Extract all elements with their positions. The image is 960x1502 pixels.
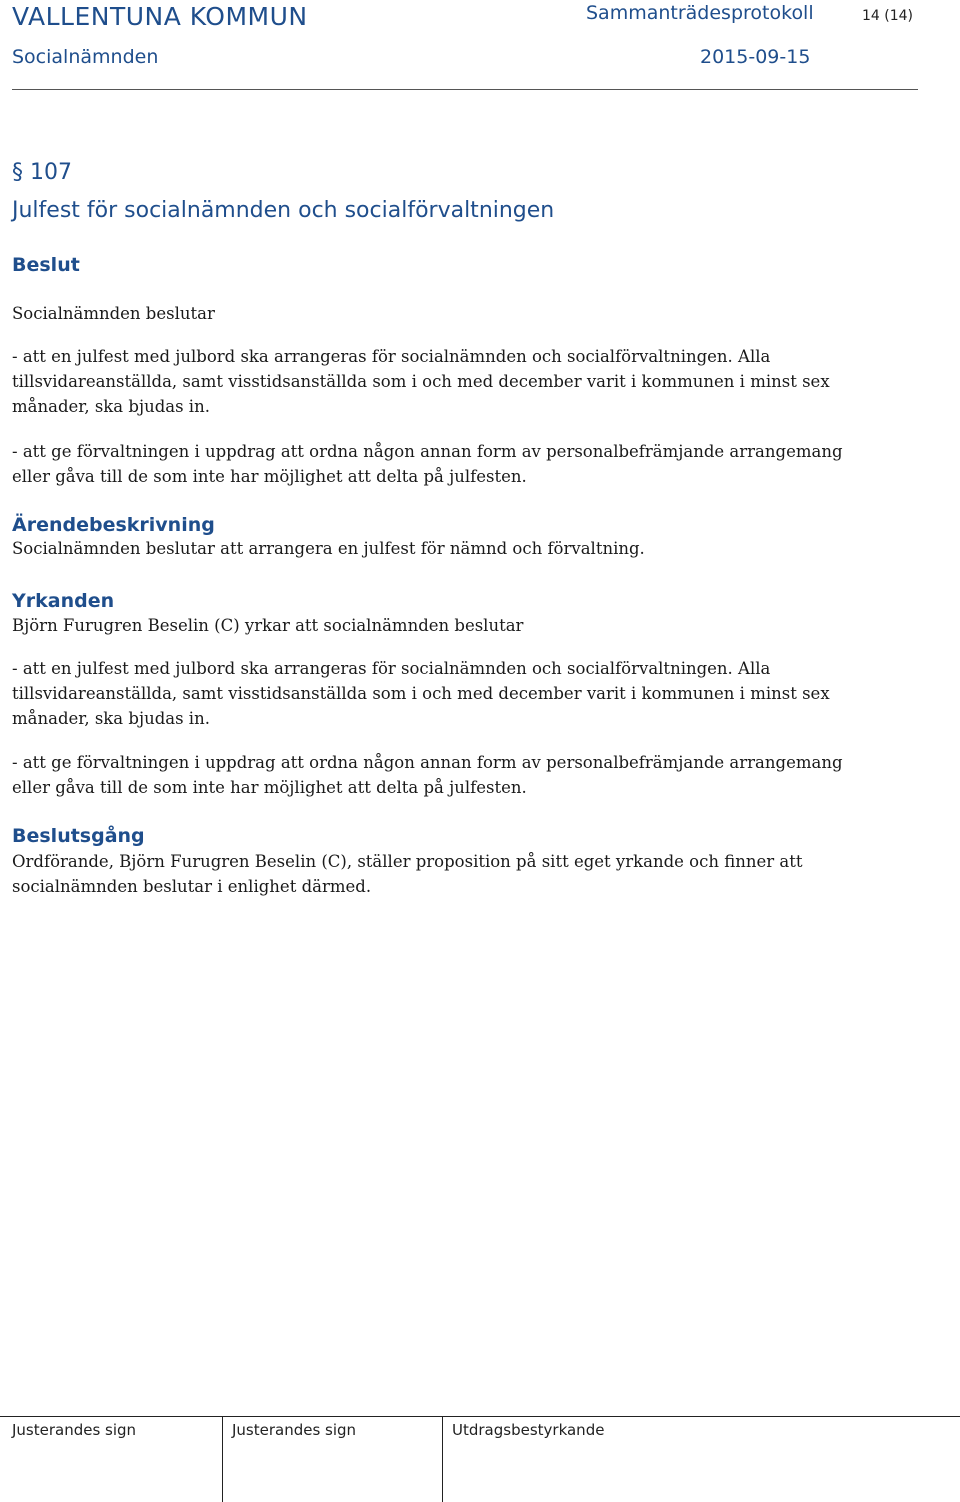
signature-cell-divider	[222, 1417, 223, 1502]
yrkanden-point1-line: tillsvidareanställda, samt visstidsanställda som i och med december varit i kommunen i minst sex	[12, 684, 830, 703]
yrkanden-intro: Björn Furugren Beselin (C) yrkar att socialnämnden beslutar	[12, 616, 524, 635]
beslutsgang-heading: Beslutsgång	[12, 825, 145, 847]
signature-label-1: Justerandes sign	[12, 1421, 137, 1439]
arendebeskrivning-heading: Ärendebeskrivning	[12, 514, 215, 536]
beslut-point2-line: - att ge förvaltningen i uppdrag att ordna någon annan form av personalbefrämjande arrangemang	[12, 442, 843, 461]
organization-name: VALLENTUNA KOMMUN	[12, 2, 308, 31]
yrkanden-point1-line: - att en julfest med julbord ska arrangeras för socialnämnden och socialförvaltningen. Alla	[12, 659, 771, 678]
document-type: Sammanträdesprotokoll	[586, 2, 814, 24]
signature-label-2: Justerandes sign	[232, 1421, 357, 1439]
paragraph-number: § 107	[12, 160, 72, 185]
page-number: 14 (14)	[862, 8, 914, 24]
beslut-point1-line: månader, ska bjudas in.	[12, 397, 210, 416]
yrkanden-point1-line: månader, ska bjudas in.	[12, 709, 210, 728]
yrkanden-point2-line: - att ge förvaltningen i uppdrag att ordna någon annan form av personalbefrämjande arrangemang	[12, 753, 843, 772]
meeting-date: 2015-09-15	[700, 46, 811, 68]
item-title: Julfest för socialnämnden och socialförvaltningen	[12, 198, 555, 223]
header-divider	[12, 89, 918, 90]
beslut-point1-line: tillsvidareanställda, samt visstidsanställda som i och med december varit i kommunen i minst sex	[12, 372, 830, 391]
beslutsgang-line: Ordförande, Björn Furugren Beselin (C), ställer proposition på sitt eget yrkande och finner att	[12, 852, 803, 871]
arendebeskrivning-text: Socialnämnden beslutar att arrangera en julfest för nämnd och förvaltning.	[12, 539, 645, 558]
beslut-intro: Socialnämnden beslutar	[12, 304, 215, 323]
yrkanden-point2-line: eller gåva till de som inte har möjlighet att delta på julfesten.	[12, 778, 527, 797]
beslutsgang-line: socialnämnden beslutar i enlighet därmed.	[12, 877, 372, 896]
certified-copy-label: Utdragsbestyrkande	[452, 1421, 605, 1439]
beslut-heading: Beslut	[12, 254, 80, 276]
committee-name: Socialnämnden	[12, 46, 159, 68]
beslut-point2-line: eller gåva till de som inte har möjlighet att delta på julfesten.	[12, 467, 527, 486]
footer-divider	[0, 1416, 960, 1417]
beslut-point1-line: - att en julfest med julbord ska arrangeras för socialnämnden och socialförvaltningen. Alla	[12, 347, 771, 366]
signature-cell-divider	[442, 1417, 443, 1502]
yrkanden-heading: Yrkanden	[12, 590, 115, 612]
